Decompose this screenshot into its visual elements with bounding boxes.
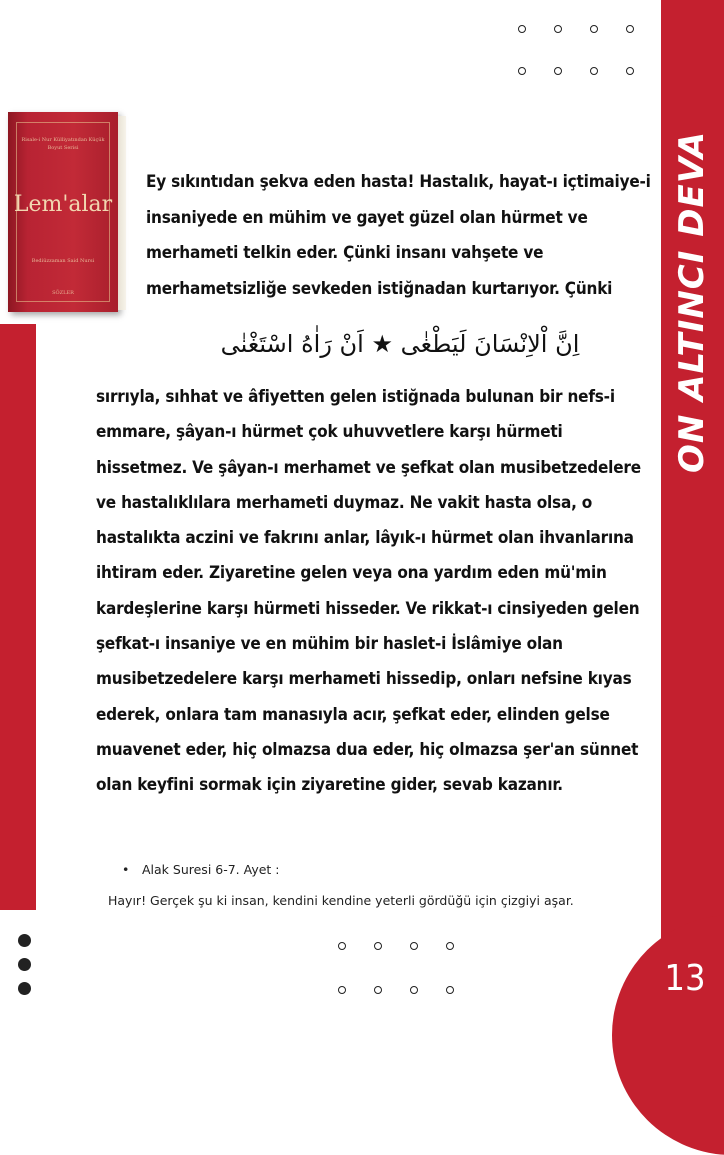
page-number: 13 xyxy=(664,958,706,999)
intro-paragraph: Ey sıkıntıdan şekva eden hasta! Hastalık, hayat-ı içtimaiye-i insaniyede en mühim ve gayet güzel olan hürmet ve merhameti telkin eder. Çünki insanı vahşete ve merhametsizliğe sevkeden istiğnadan kurtarıyor. Çünki xyxy=(146,172,651,299)
chapter-side-title: ON ALTINCI DEVA xyxy=(672,130,712,474)
ring-icon xyxy=(554,25,562,33)
left-red-band xyxy=(0,324,36,910)
footnote-title xyxy=(122,862,280,877)
ring-icon xyxy=(446,986,454,994)
book-front xyxy=(8,112,118,312)
footnote-title-text: Alak Suresi 6-7. Ayet : xyxy=(142,862,280,877)
ring-icon xyxy=(338,942,346,950)
book-page-edges xyxy=(118,116,126,310)
book-subtitle: Risale-i Nur Külliyatından Küçük Boyut Serisi xyxy=(21,137,105,151)
ring-icon xyxy=(410,986,418,994)
ring-icon xyxy=(446,942,454,950)
book-author: Bediüzzaman Said Nursi xyxy=(31,258,95,264)
book-title: Lem'alar xyxy=(13,192,113,217)
ring-icon xyxy=(590,25,598,33)
ring-icon xyxy=(374,986,382,994)
ring-icon xyxy=(338,986,346,994)
ring-icon xyxy=(374,942,382,950)
dot-icon xyxy=(18,958,31,971)
dot-icon xyxy=(18,982,31,995)
book-cover-image xyxy=(8,112,126,312)
body-paragraph: sırrıyla, sıhhat ve âfiyetten gelen istiğnada bulunan bir nefs-i emmare, şâyan-ı hürmet çok uhuvvetlere karşı hürmeti hissetmez. Ve şâyan-ı merhamet ve şefkat olan musibetzedelere ve hastalıklılara merhameti duymaz. Ne vakit hasta olsa, o hastalıkta aczini ve fakrını anlar, lâyık-ı hürmet olan ihvanlarına ihtiram eder. Ziyaretine gelen veya ona yardım eden mü'min kardeşlerine karşı hürmeti hisseder. Ve rikkat-ı cinsiyeden gelen şefkat-ı insaniye ve en mühim bir haslet-i İslâmiye olan musibetzedelere karşı merhameti hissedip, onları nefsine kıyas ederek, onlara tam manasıyla acır, şefkat eder, elinden gelse muavenet eder, hiç olmazsa dua eder, hiç olmazsa şer'an sünnet olan keyfini sormak için ziyaretine gider, sevab kazanır. xyxy=(96,387,641,796)
ring-icon xyxy=(626,25,634,33)
ring-icon xyxy=(590,67,598,75)
book-footer: SÖZLER xyxy=(52,290,74,296)
ring-icon xyxy=(410,942,418,950)
page-number-circle xyxy=(612,915,724,1155)
bullet-icon: • xyxy=(122,862,130,877)
ring-icon xyxy=(518,25,526,33)
ring-icon xyxy=(518,67,526,75)
dot-icon xyxy=(18,934,31,947)
ring-icon xyxy=(626,67,634,75)
footnote-text: Hayır! Gerçek şu ki insan, kendini kendine yeterli gördüğü için çizgiyi aşar. xyxy=(108,893,574,908)
ring-icon xyxy=(554,67,562,75)
arabic-verse: اِنَّ اْلاِنْسَانَ لَيَطْغٰى ★ اَنْ رَاٰهُ اسْتَغْنٰى xyxy=(220,330,580,358)
